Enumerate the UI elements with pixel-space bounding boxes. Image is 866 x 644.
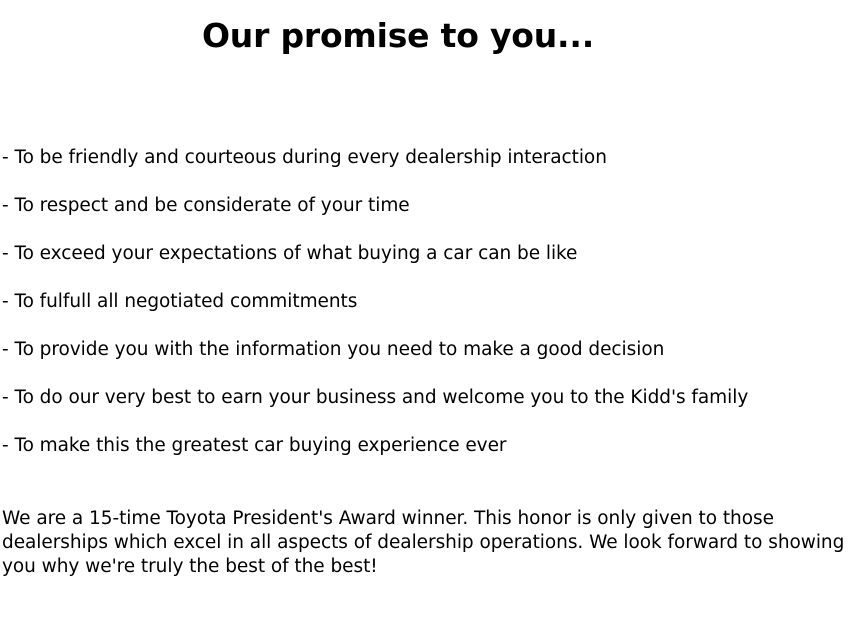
promise-item: - To fulfull all negotiated commitments (2, 291, 358, 312)
promise-list (2, 144, 862, 480)
promise-item: - To provide you with the information you need to make a good decision (2, 339, 665, 360)
promise-item: - To do our very best to earn your business and welcome you to the Kidd's family (2, 387, 749, 408)
award-summary-paragraph: We are a 15-time Toyota President's Award winner. This honor is only given to those dealerships which excel in all aspects of dealership operations. We look forward to showing you why we're truly the best of the best! (2, 508, 845, 577)
promise-item: - To exceed your expectations of what buying a car can be like (2, 243, 578, 264)
promise-item: - To respect and be considerate of your time (2, 195, 410, 216)
promise-item: - To be friendly and courteous during every dealership interaction (2, 147, 607, 168)
promise-item: - To make this the greatest car buying experience ever (2, 435, 507, 456)
page-title: Our promise to you... (201, 16, 595, 55)
